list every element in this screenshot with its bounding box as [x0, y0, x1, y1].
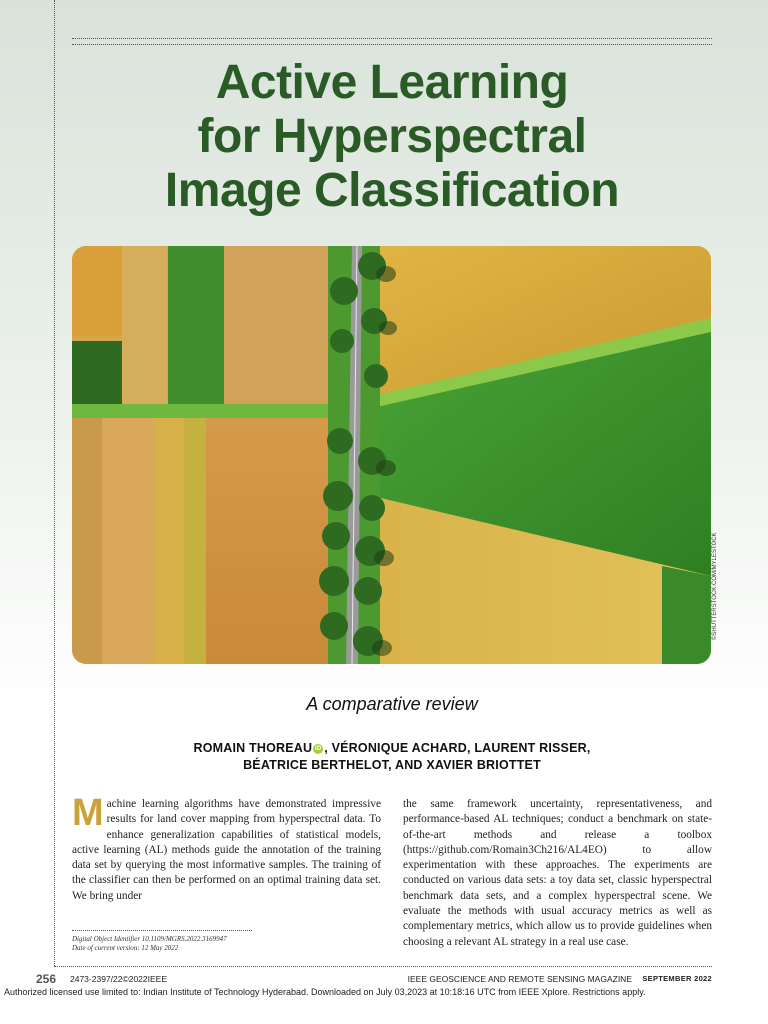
image-credit: ©SHUTTERSTOCK.COM/MYLESTOCK	[712, 532, 718, 640]
abstract-right-column	[403, 797, 712, 950]
article-subtitle: A comparative review	[306, 694, 478, 714]
date-text: Date of current version: 12 May 2022	[72, 944, 179, 952]
magazine-name: IEEE GEOSCIENCE AND REMOTE SENSING MAGAZINE	[407, 974, 632, 984]
title-line-2: for Hyperspectral	[197, 110, 587, 163]
license-notice: Authorized licensed use limited to: Indian Institute of Technology Hyderabad. Downloaded on July 03,2023 at 10:18:16 UTC from IEEE Xplore. Restrictions apply.	[4, 987, 646, 997]
header-rule	[72, 38, 712, 45]
authors-line-2: BÉATRICE BERTHELOT, AND XAVIER BRIOTTET	[243, 758, 541, 772]
aerial-fields-illustration	[72, 246, 711, 664]
footnote-rule	[72, 930, 252, 931]
aerial-fields-photo	[72, 246, 711, 664]
authors-line-1-rest: , VÉRONIQUE ACHARD, LAURENT RISSER,	[324, 741, 591, 755]
page-footer	[36, 974, 712, 988]
page-number: 256	[36, 972, 57, 986]
orcid-icon[interactable]: iD	[315, 746, 322, 752]
drop-cap: M	[72, 792, 104, 834]
abstract-left-column	[72, 792, 381, 904]
footnote	[72, 935, 372, 953]
title-line-3: Image Classification	[164, 164, 620, 217]
article-title	[72, 56, 712, 218]
issue-month: SEPTEMBER 2022	[642, 974, 712, 983]
author-first: ROMAIN THOREAU	[193, 741, 313, 755]
authors-line-1	[72, 740, 712, 757]
author-list	[72, 740, 712, 774]
title-line-1: Active Learning	[215, 56, 569, 109]
page-frame-left-rule	[54, 0, 55, 966]
abstract-left-text: achine learning algorithms have demonstrated impressive results for land cover mapping from hyperspectral data. To enhance generalization capabilities of statistical models, active learning (AL) methods guide the annotation of the training data set by querying the most informative samples. The training of the classifier can then be performed on an optimal training data set. We bring under	[72, 798, 381, 902]
page-frame-bottom-rule	[54, 966, 712, 967]
abstract-right-text: the same framework uncertainty, representativeness, and performance-based AL techniques; conduct a benchmark on state-of-the-art methods and release a toolbox (https://github.com/Romain3Ch216/AL4EO) to allow experimentation with these approaches. The experiments are conducted on various data sets: a toy data set, classic hyperspectral benchmark data sets, and a complex hyperspectral scene. We evaluate the methods with usual accuracy metrics as well as complementary metrics, which allow us to provide guidelines when choosing a relevant AL strategy in a real use case.	[403, 798, 712, 948]
issn: 2473-2397/22©2022IEEE	[70, 974, 168, 984]
doi-text: Digital Object Identifier 10.1109/MGRS.2022.3169947	[72, 935, 227, 943]
